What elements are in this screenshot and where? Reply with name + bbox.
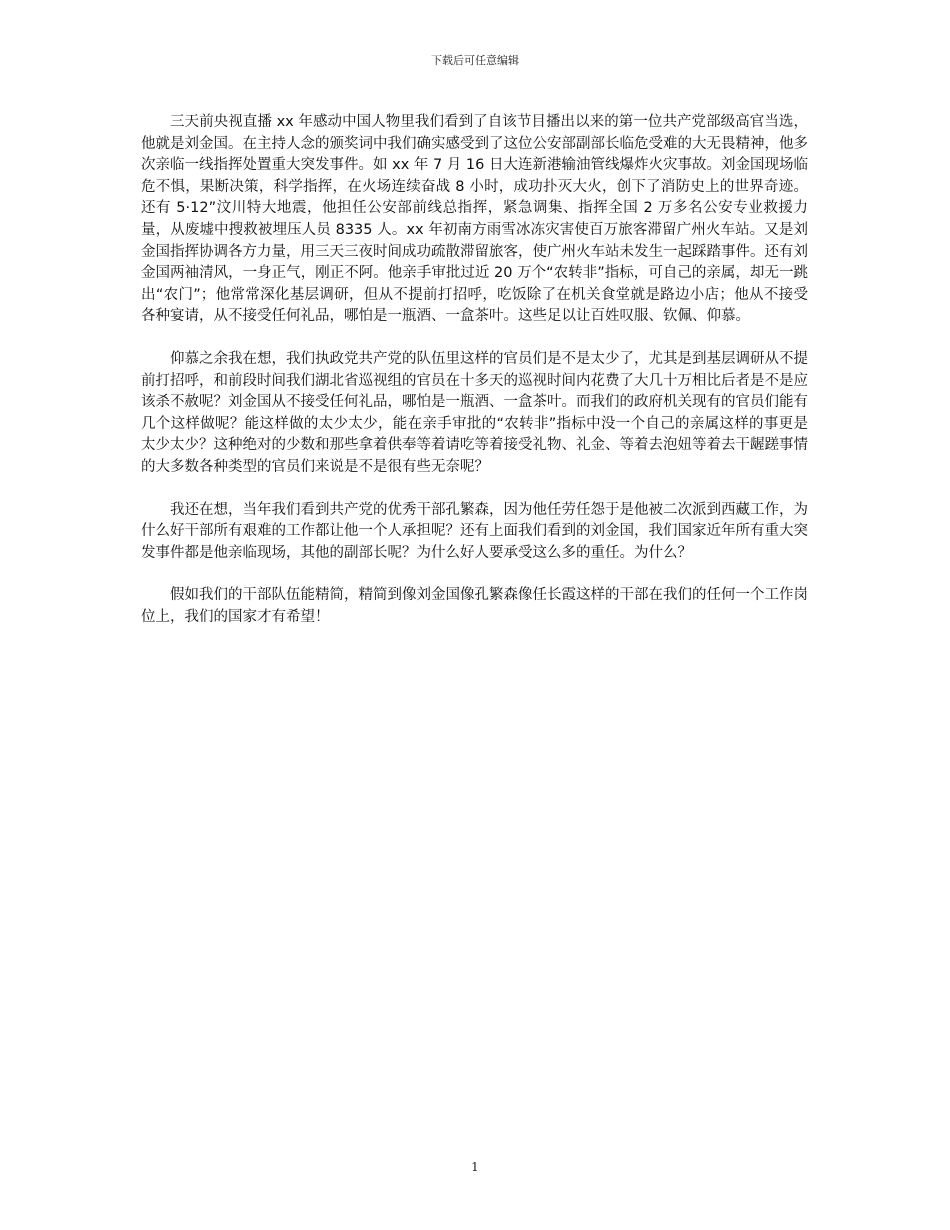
paragraph-2: 仰慕之余我在想，我们执政党共产党的队伍里这样的官员们是不是太少了，尤其是到基层调研从不提前打招呼，和前段时间我们湖北省巡视组的官员在十多天的巡视时间内花费了大几十万相比后者是不是应该杀不赦呢？刘金国从不接受任何礼品，哪怕是一瓶酒、一盒茶叶。而我们的政府机关现有的官员们能有几个这样做呢？能这样做的太少太少，能在亲手审批的“农转非”指标中没一个自己的亲属这样的事更是太少太少？这种绝对的少数和那些拿着供奉等着请吃等着接受礼物、礼金、等着去泡妞等着去干龌蹉事情的大多数各种类型的官员们来说是不是很有些无奈呢？ — [141, 350, 808, 475]
paragraph-3: 我还在想，当年我们看到共产党的优秀干部孔繁森，因为他任劳任怨于是他被二次派到西藏工作，为什么好干部所有艰难的工作都让他一个人承担呢？还有上面我们看到的刘金国，我们国家近年所有重大突发事件都是他亲临现场，其他的副部长呢？为什么好人要承受这么多的重任。为什么？ — [141, 501, 808, 561]
page-header: 下载后可任意编辑 — [431, 54, 519, 67]
paragraph-1: 三天前央视直播 xx 年感动中国人物里我们看到了自该节目播出以来的第一位共产党部级高官当选，他就是刘金国。在主持人念的颁奖词中我们确实感受到了这位公安部副部长临危受难的大无畏精神，他多次亲临一线指挥处置重大突发事件。如 xx 年 7 月 16 日大连新港输油管线爆炸火灾事故。刘金国现场临危不惧，果断决策，科学指挥，在火场连续奋战 8 小时，成功扑灭大火，创下了消防史上的世界奇迹。还有 5·12”汶川特大地震，他担任公安部前线总指挥，紧急调集、指挥全国 2 万多名公安专业救援力量，从废墟中搜救被埋压人员 8335 人。xx 年初南方雨雪冰冻灾害使百万旅客滞留广州火车站。又是刘金国指挥协调各方力量，用三天三夜时间成功疏散滞留旅客，使广州火车站未发生一起踩踏事件。还有刘金国两袖清风，一身正气，刚正不阿。他亲手审批过近 20 万个“农转非”指标，可自己的亲属，却无一跳出“农门”；他常常深化基层调研，但从不提前打招呼，吃饭除了在机关食堂就是路边小店；他从不接受各种宴请，从不接受任何礼品，哪怕是一瓶酒、一盒茶叶。这些足以让百姓叹服、钦佩、仰慕。 — [141, 114, 808, 325]
paragraph-4: 假如我们的干部队伍能精简，精简到像刘金国像孔繁森像任长霞这样的干部在我们的任何一个工作岗位上，我们的国家才有希望！ — [141, 587, 808, 625]
document-body — [141, 112, 808, 649]
page-number: 1 — [471, 1160, 479, 1174]
